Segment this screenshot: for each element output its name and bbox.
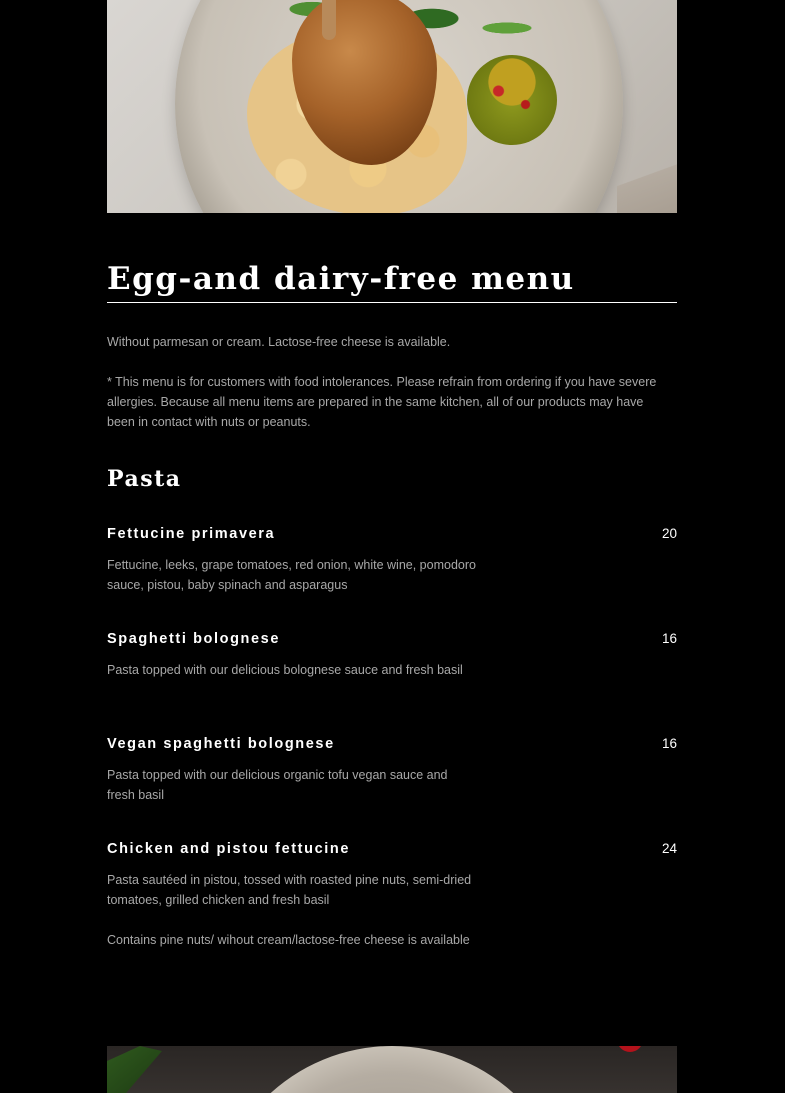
allergy-note: * This menu is for customers with food intolerances. Please refrain from ordering if you have severe allergies. Because all menu items are prepared in the same kitchen, all of our products may have been in contact with nuts or peanuts. bbox=[107, 375, 657, 429]
item-price: 16 bbox=[661, 631, 677, 646]
leaf-image bbox=[107, 1046, 162, 1093]
plate-image bbox=[212, 1046, 572, 1093]
item-name: Fettucine primavera bbox=[107, 526, 276, 542]
duck-bone-image bbox=[322, 0, 336, 40]
item-name: Spaghetti bolognese bbox=[107, 631, 280, 647]
item-name: Vegan spaghetti bolognese bbox=[107, 736, 335, 752]
relish-image bbox=[467, 55, 557, 145]
title-divider bbox=[107, 302, 677, 303]
item-note: Contains pine nuts/ wihout cream/lactose-free cheese is available bbox=[107, 933, 470, 947]
napkin-image bbox=[617, 153, 677, 213]
item-price: 24 bbox=[661, 841, 677, 856]
item-price: 16 bbox=[661, 736, 677, 751]
menu-title: Egg-and dairy-free menu bbox=[107, 261, 575, 297]
item-description: Pasta topped with our delicious bolognese sauce and fresh basil bbox=[107, 663, 463, 677]
menu-description: Without parmesan or cream. Lactose-free cheese is available. bbox=[107, 335, 451, 349]
tomato-image bbox=[617, 1046, 643, 1052]
item-description: Pasta topped with our delicious organic tofu vegan sauce and fresh basil bbox=[107, 768, 448, 802]
bottom-food-photo bbox=[107, 1046, 677, 1093]
item-description: Fettucine, leeks, grape tomatoes, red onion, white wine, pomodoro sauce, pistou, baby spinach and asparagus bbox=[107, 558, 476, 592]
item-description: Pasta sautéed in pistou, tossed with roasted pine nuts, semi-dried tomatoes, grilled chicken and fresh basil bbox=[107, 873, 472, 907]
item-name: Chicken and pistou fettucine bbox=[107, 841, 350, 857]
item-price: 20 bbox=[661, 526, 677, 541]
hero-food-photo bbox=[107, 0, 677, 213]
section-title: Pasta bbox=[107, 466, 182, 492]
